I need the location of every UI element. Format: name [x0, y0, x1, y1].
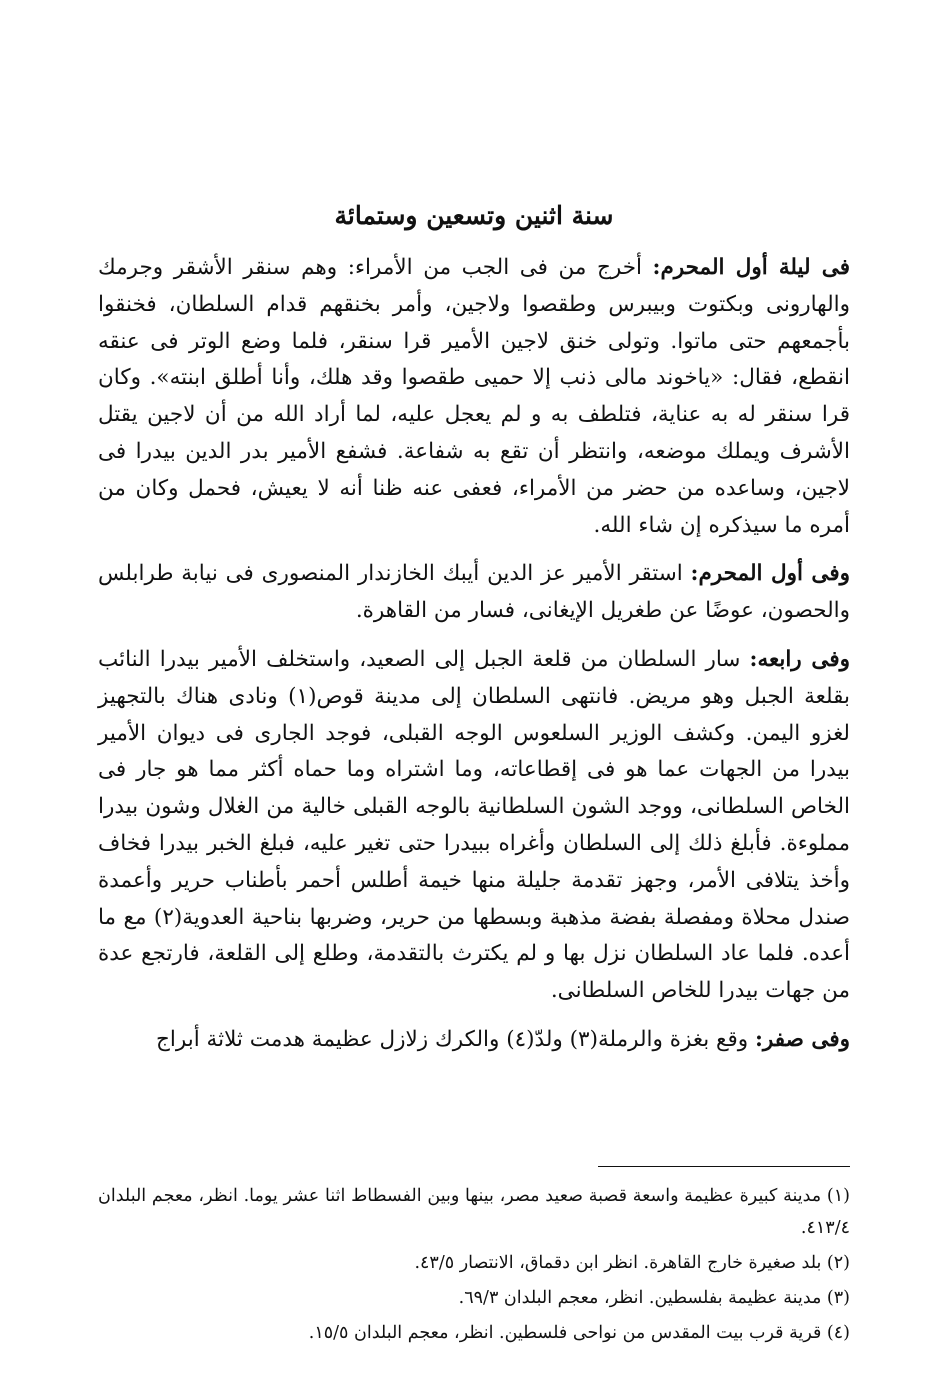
footnote-1: (١) مدينة كبيرة عظيمة واسعة قصبة صعيد مصر، بينها وبين الفسطاط اثنا عشر يوما. انظر، معجم البلدان ٤١٣/٤. [98, 1186, 850, 1238]
paragraph-3-text: سار السلطان من قلعة الجبل إلى الصعيد، واستخلف الأمير بيدرا النائب بقلعة الجبل وهو مريض. فانتهى السلطان إلى مدينة قوص(١) ونادى هناك بالتجهيز لغزو اليمن. وكشف الوزير السلعوس الوجه القبلى، فوجد الجارى فى ديوان الأمير بيدرا من الجهات عما هو فى إقطاعاته، وما اشتراه وما حماه أكثر مما هو جار فى الخاص السلطانى، ووجد الشون السلطانية بالوجه القبلى خالية من الغلال وشون بيدرا مملوءة. فأبلغ ذلك إلى السلطان وأغراه ببيدرا حتى تغير عليه، فبلغ الخبر بيدرا فخاف وأخذ يتلافى الأمر، وجهز تقدمة جليلة منها خيمة أطلس أحمر بأطناب حرير وأعمدة صندل محلاة ومفصلة بفضة مذهبة وبسطها من حرير، وضربها بناحية العدوية(٢) مع ما أعده. فلما عاد السلطان نزل بها و لم يكترث بالتقدمة، وطلع إلى القلعة، فارتجع عدة من جهات بيدرا للخاص السلطانى. [98, 646, 850, 1004]
paragraph-2-lead: وفى أول المحرم: [690, 561, 850, 587]
page-body [98, 198, 850, 1071]
footnote-2: (٢) بلد صغيرة خارج القاهرة. انظر ابن دقماق، الانتصار ٤٣/٥. [414, 1253, 850, 1273]
paragraph-4-text: وقع بغزة والرملة(٣) ولدّ(٤) والكرك زلازل عظيمة هدمت ثلاثة أبراج [156, 1026, 755, 1052]
paragraph-1 [98, 250, 850, 544]
footnotes [98, 1180, 850, 1352]
paragraph-4-lead: وفى صفر: [755, 1026, 850, 1052]
paragraph-2-text: استقر الأمير عز الدين أيبك الخازندار المنصورى فى نيابة طرابلس والحصون، عوضًا عن طغريل الإيغانى، فسار من القاهرة. [98, 561, 850, 624]
footnote-3: (٣) مدينة عظيمة بفلسطين. انظر، معجم البلدان ٦٩/٣. [458, 1288, 850, 1308]
paragraph-4 [98, 1022, 850, 1059]
footnote-divider [598, 1166, 850, 1167]
footnote-4: (٤) قرية قرب بيت المقدس من نواحى فلسطين. انظر، معجم البلدان ١٥/٥. [308, 1323, 850, 1343]
paragraph-1-text: أخرج من فى الجب من الأمراء: وهم سنقر الأشقر وجرمك والهارونى وبكتوت وبيبرس وطقصوا ولاجين، وأمر بخنقهم قدام السلطان، فخنقوا بأجمعهم حتى ماتوا. وتولى خنق لاجين الأمير قرا سنقر، فلما وضع الوتر فى عنقه انقطع، فقال: «ياخوند مالى ذنب إلا حميى طقصوا وقد هلك، وأنا أطلق ابنته». وكان قرا سنقر له به عناية، فتلطف به و لم يعجل عليه، لما أراد الله من أن لاجين يقتل الأشرف ويملك موضعه، وانتظر أن تقع به شفاعة. فشفع الأمير بدر الدين بيدرا فى لاجين، وساعده من حضر من الأمراء، فعفى عنه ظنا أنه لا يعيش، فحمل وكان من أمره ما سيذكره إن شاء الله. [98, 255, 850, 538]
paragraph-2 [98, 556, 850, 630]
page-title: سنة اثنين وتسعين وستمائة [334, 201, 614, 230]
paragraph-3 [98, 642, 850, 1010]
paragraph-1-lead: فى ليلة أول المحرم: [652, 255, 850, 280]
paragraph-3-lead: وفى رابعه: [749, 646, 850, 672]
